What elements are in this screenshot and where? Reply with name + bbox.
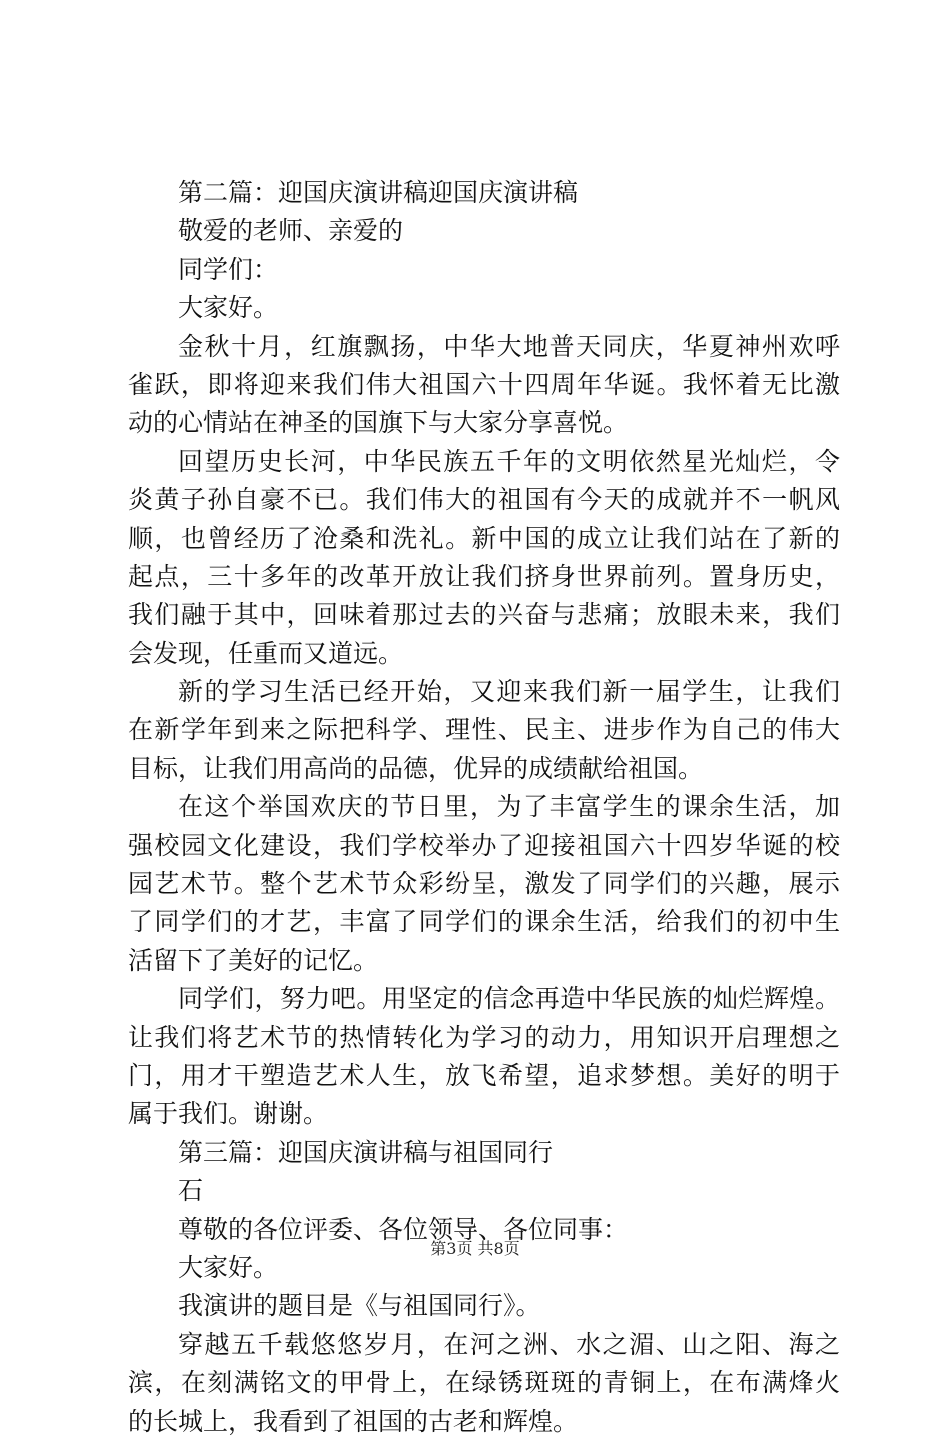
text-line: 同学们： [178,254,279,284]
text-line: 石 [178,1176,204,1206]
text-line: 让我们将艺术节的热情转化为学习的动力，用知识开启理想之 [128,1022,840,1052]
text-line: 强校园文化建设，我们学校举办了迎接祖国六十四岁华诞的校 [128,830,840,860]
text-line: 了同学们的才艺，丰富了同学们的课余生活，给我们的初中生 [128,907,840,937]
text-line: 尊敬的各位评委、各位领导、各位同事： [178,1214,629,1244]
text-line: 属于我们。谢谢。 [128,1099,329,1129]
text-line: 我演讲的题目是《与祖国同行》。 [178,1291,541,1321]
text-line: 第三篇：迎国庆演讲稿与祖国同行 [178,1137,554,1167]
text-line: 门，用才干塑造艺术人生，放飞希望，追求梦想。美好的明于 [128,1060,840,1090]
text-line: 动的心情站在神圣的国旗下与大家分享喜悦。 [128,408,629,438]
text-line: 新的学习生活已经开始，又迎来我们新一届学生，让我们 [178,677,840,707]
text-line: 活留下了美好的记忆。 [128,945,379,975]
text-line: 在新学年到来之际把科学、理性、民主、进步作为自己的伟大 [128,715,840,745]
text-line: 园艺术节。整个艺术节众彩纷呈，激发了同学们的兴趣，展示 [128,869,840,899]
text-line: 顺，也曾经历了沧桑和洗礼。新中国的成立让我们站在了新的 [128,523,840,553]
text-line: 第二篇：迎国庆演讲稿迎国庆演讲稿 [178,178,579,207]
text-line: 敬爱的老师、亲爱的 [178,216,404,246]
text-line: 的长城上，我看到了祖国的古老和辉煌。 [128,1406,579,1436]
text-line: 回望历史长河，中华民族五千年的文明依然星光灿烂，令 [178,446,840,476]
text-line: 同学们，努力吧。用坚定的信念再造中华民族的灿烂辉煌。 [178,984,840,1014]
text-line: 炎黄子孙自豪不已。我们伟大的祖国有今天的成就并不一帆风 [128,485,840,515]
text-line: 雀跃，即将迎来我们伟大祖国六十四周年华诞。我怀着无比激 [128,369,840,399]
text-line: 目标，让我们用高尚的品德，优异的成绩献给祖国。 [128,753,704,783]
text-line: 会发现，任重而又道远。 [128,638,404,668]
text-line: 大家好。 [178,293,279,323]
text-line: 滨，在刻满铭文的甲骨上，在绿锈斑斑的青铜上，在布满烽火 [128,1368,840,1398]
text-line: 大家好。 [178,1252,279,1282]
text-line: 穿越五千载悠悠岁月，在河之洲、水之湄、山之阳、海之 [178,1329,840,1359]
text-line: 在这个举国欢庆的节日里，为了丰富学生的课余生活，加 [178,792,840,822]
text-line: 我们融于其中，回味着那过去的兴奋与悲痛；放眼未来，我们 [128,600,840,630]
text-line: 金秋十月，红旗飘扬，中华大地普天同庆，华夏神州欢呼 [178,331,840,361]
page-footer: 第3页 共8页 [430,1239,520,1258]
text-line: 起点，三十多年的改革开放让我们挤身世界前列。置身历史， [128,561,840,591]
